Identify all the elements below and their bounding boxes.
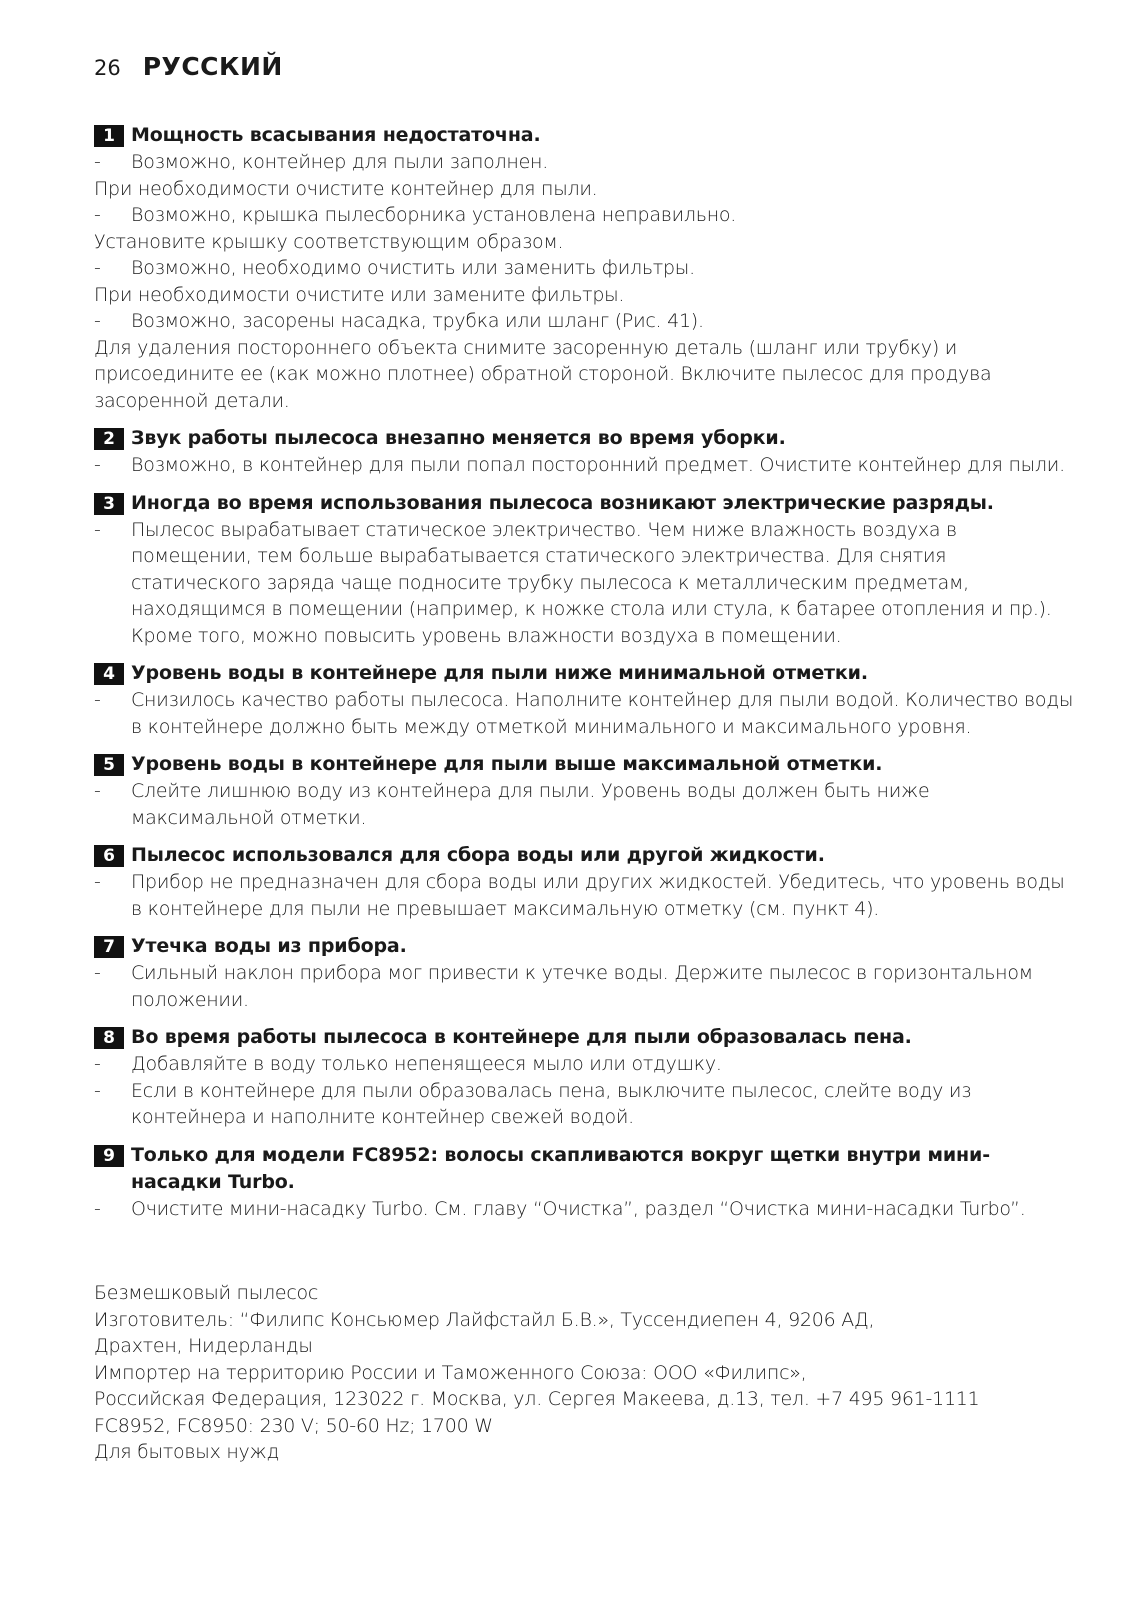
- cause-text: Снизилось качество работы пылесоса. Наполните контейнер для пыли водой. Количество воды в контейнере должно быть между отметкой минимального и максимального уровня.: [131, 689, 1074, 738]
- troubleshooting-section: [94, 842, 1074, 922]
- dash-marker: -: [94, 1053, 101, 1075]
- cause-item: [94, 308, 1074, 335]
- cause-item: [94, 687, 1074, 740]
- footer-line: Для бытовых нужд: [94, 1441, 280, 1463]
- cause-text: Прибор не предназначен для сбора воды или других жидкостей. Убедитесь, что уровень воды в контейнере для пыли не превышает максимальную отметку (см. пункт 4).: [131, 871, 1065, 920]
- step-number-badge: 9: [94, 1145, 124, 1167]
- step-number-badge: 6: [94, 845, 124, 867]
- cause-item: [94, 149, 1074, 176]
- dash-marker: -: [94, 1197, 101, 1220]
- step-number-badge: 7: [94, 936, 124, 958]
- cause-text: Если в контейнере для пыли образовалась пена, выключите пылесос, слейте воду из контейнера и наполните контейнер свежей водой.: [131, 1079, 972, 1128]
- step-number-badge: 1: [94, 125, 124, 147]
- troubleshooting-section: [94, 1024, 1074, 1131]
- step-number-badge: 3: [94, 493, 124, 515]
- cause-text: Возможно, засорены насадка, трубка или шланг (Рис. 41).: [131, 310, 704, 332]
- cause-text: Возможно, в контейнер для пыли попал посторонний предмет. Очистите контейнер для пыли.: [131, 454, 1065, 476]
- problem-title: Утечка воды из прибора.: [131, 935, 407, 957]
- cause-item: [94, 778, 1074, 831]
- dash-marker: -: [94, 962, 101, 984]
- cause-item: [94, 1078, 1074, 1131]
- problem-title: Пылесос использовался для сбора воды или другой жидкости.: [131, 844, 825, 866]
- dash-marker: -: [94, 871, 101, 893]
- product-info-footer: [94, 1280, 1074, 1466]
- problem-title: Иногда во время использования пылесоса возникают электрические разряды.: [131, 491, 994, 514]
- footer-line: Изготовитель: “Филипс Консьюмер Лайфстайл Б.В.», Туссендиепен 4, 9206 АД,: [94, 1308, 875, 1331]
- footer-line: Безмешковый пылесос: [94, 1282, 319, 1304]
- problem-heading: [94, 842, 1074, 869]
- step-number-badge: 4: [94, 663, 124, 685]
- dash-marker: -: [94, 454, 101, 476]
- cause-item: [94, 517, 1074, 650]
- troubleshooting-section: [94, 490, 1074, 650]
- step-number-badge: 8: [94, 1027, 124, 1049]
- dash-marker: -: [94, 204, 101, 226]
- solution-text: Установите крышку соответствующим образом.: [94, 230, 564, 253]
- troubleshooting-section: [94, 425, 1074, 479]
- problem-heading: [94, 1024, 1074, 1051]
- solution-text: При необходимости очистите контейнер для пыли.: [94, 177, 598, 200]
- problem-heading: [94, 425, 1074, 452]
- problem-title: Уровень воды в контейнере для пыли ниже минимальной отметки.: [131, 662, 868, 684]
- dash-marker: -: [94, 689, 101, 711]
- cause-item: [94, 869, 1074, 922]
- problem-heading: [94, 660, 1074, 687]
- step-number-badge: 5: [94, 754, 124, 776]
- cause-text: Возможно, крышка пылесборника установлена неправильно.: [131, 204, 737, 226]
- problem-title: Только для модели FC8952: волосы скапливаются вокруг щетки внутри мини-насадки Turbo.: [131, 1143, 990, 1193]
- cause-item: [94, 452, 1074, 479]
- problem-title: Мощность всасывания недостаточна.: [131, 124, 541, 146]
- cause-text: Очистите мини-насадку Turbo. См. главу “Очистка”, раздел “Очистка мини-насадки Turbo”.: [131, 1197, 1026, 1220]
- cause-text: Пылесос вырабатывает статическое электричество. Чем ниже влажность воздуха в помещении, тем больше вырабатывается статического электричества. Для снятия статического заряда чаще подносите трубку пылесоса к металлическим предметам, находящимся в помещении (например, к ножке стола или стула, к батарее отопления и пр.). Кроме того, можно повысить уровень влажности воздуха в помещении.: [131, 518, 1052, 647]
- dash-marker: -: [94, 518, 101, 541]
- cause-item: [94, 255, 1074, 282]
- problem-heading: [94, 751, 1074, 778]
- dash-marker: -: [94, 780, 101, 802]
- language-title: РУССКИЙ: [142, 52, 283, 81]
- problem-heading: [94, 1142, 1074, 1196]
- footer-line: Драхтен, Нидерланды: [94, 1335, 313, 1357]
- problem-title: Звук работы пылесоса внезапно меняется во время уборки.: [131, 427, 786, 449]
- page-number: 26: [94, 56, 121, 80]
- dash-marker: -: [94, 310, 101, 332]
- dash-marker: -: [94, 257, 101, 279]
- cause-item: [94, 960, 1074, 1013]
- cause-item: [94, 202, 1074, 229]
- dash-marker: -: [94, 151, 101, 173]
- footer-line: FC8952, FC8950: 230 V; 50-60 Hz; 1700 W: [94, 1414, 493, 1437]
- troubleshooting-list: [94, 122, 1074, 1233]
- footer-line: Импортер на территорию России и Таможенного Союза: ООО «Филипс»,: [94, 1361, 807, 1384]
- troubleshooting-section: [94, 933, 1074, 1013]
- cause-text: Возможно, контейнер для пыли заполнен.: [131, 151, 548, 173]
- problem-title: Во время работы пылесоса в контейнере для пыли образовалась пена.: [131, 1026, 912, 1048]
- cause-text: Сильный наклон прибора мог привести к утечке воды. Держите пылесос в горизонтальном положении.: [131, 962, 1033, 1011]
- cause-text: Слейте лишнюю воду из контейнера для пыли. Уровень воды должен быть ниже максимальной отметки.: [131, 780, 930, 829]
- step-number-badge: 2: [94, 428, 124, 450]
- problem-heading: [94, 490, 1074, 517]
- problem-heading: [94, 122, 1074, 149]
- troubleshooting-section: [94, 1142, 1074, 1223]
- solution-text: При необходимости очистите или замените фильтры.: [94, 283, 625, 306]
- cause-item: [94, 1196, 1074, 1223]
- problem-title: Уровень воды в контейнере для пыли выше максимальной отметки.: [131, 753, 883, 775]
- solution-text: Для удаления постороннего объекта снимите засоренную деталь (шланг или трубку) и присоедините ее (как можно плотнее) обратной стороной. Включите пылесос для продува засоренной детали.: [94, 336, 992, 412]
- problem-heading: [94, 933, 1074, 960]
- cause-text: Возможно, необходимо очистить или заменить фильтры.: [131, 257, 695, 279]
- troubleshooting-section: [94, 122, 1074, 414]
- troubleshooting-section: [94, 660, 1074, 740]
- cause-item: [94, 1051, 1074, 1078]
- cause-text: Добавляйте в воду только непенящееся мыло или отдушку.: [131, 1053, 722, 1075]
- page-header: [94, 52, 283, 92]
- footer-line: Российская Федерация, 123022 г. Москва, ул. Сергея Макеева, д.13, тел. +7 495 961-1111: [94, 1388, 980, 1410]
- troubleshooting-section: [94, 751, 1074, 831]
- dash-marker: -: [94, 1079, 101, 1102]
